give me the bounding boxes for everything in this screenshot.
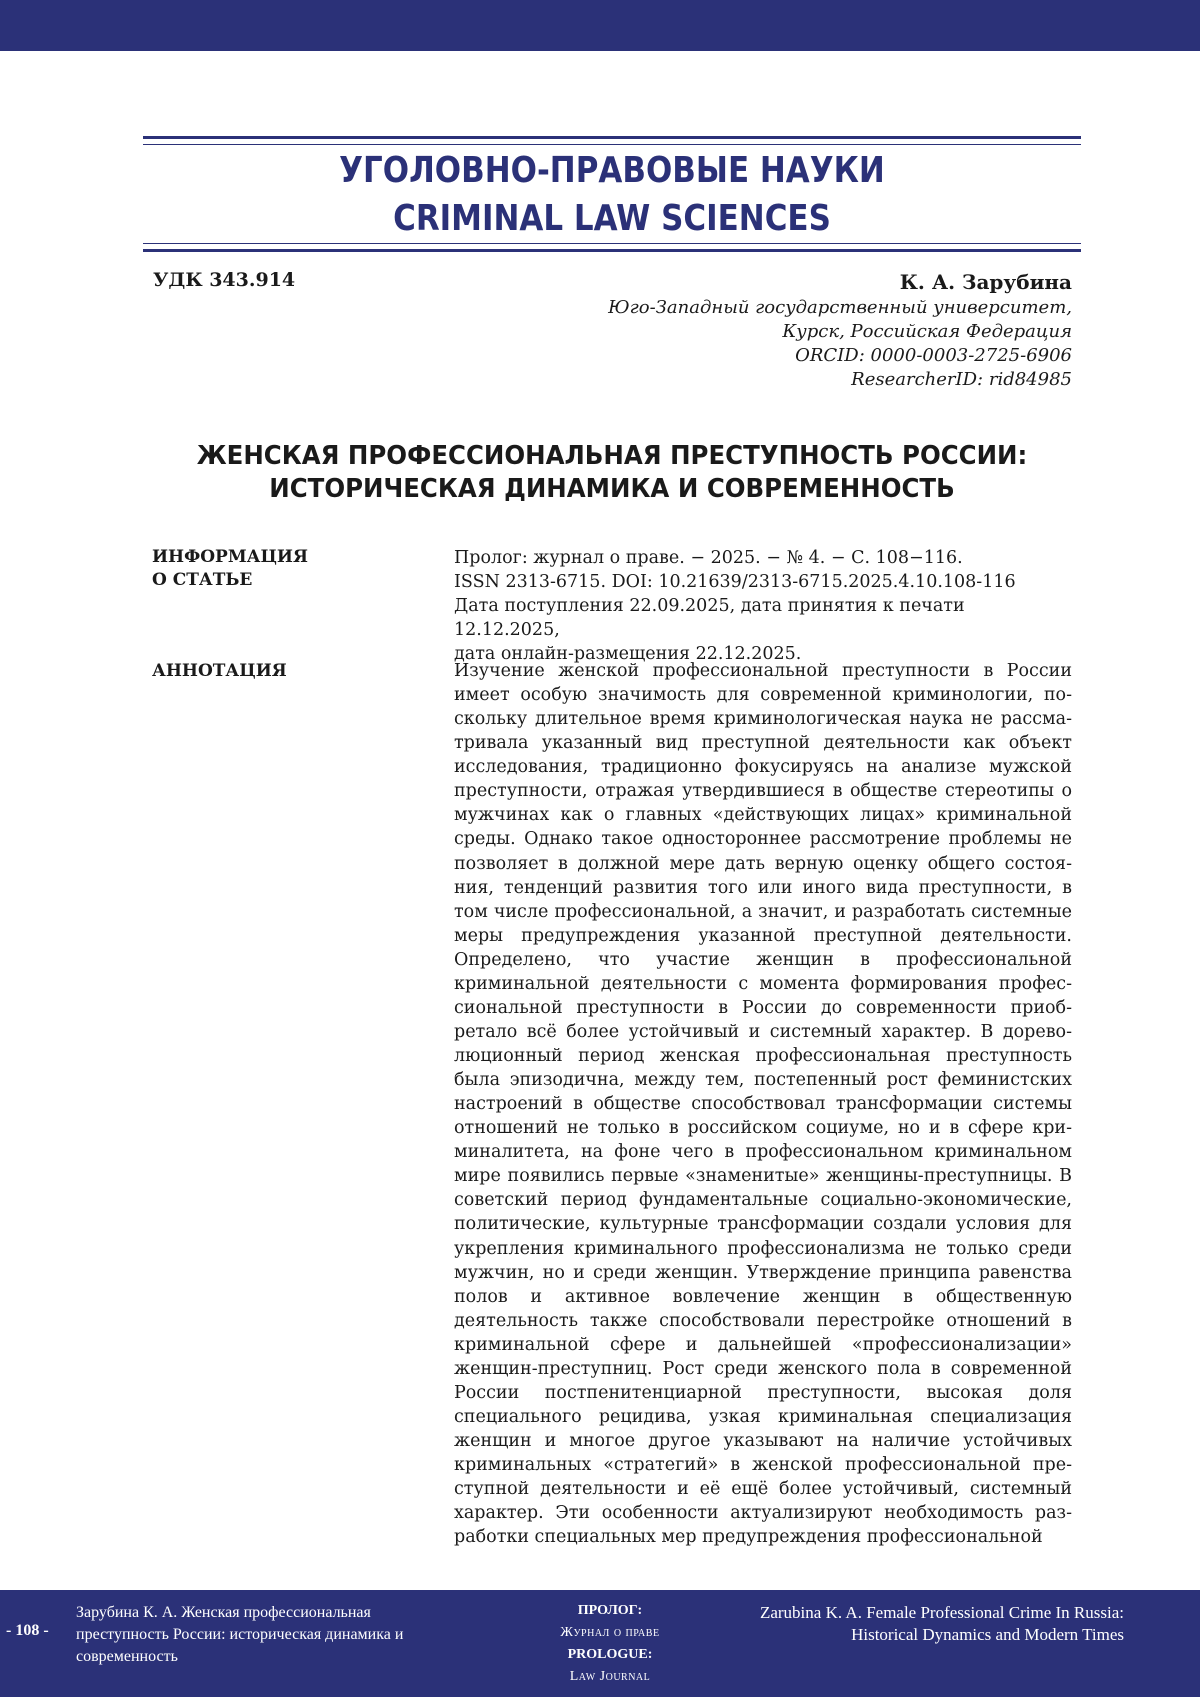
author-name: К. А. Зарубина [899,270,1072,294]
article-info-online-date: дата онлайн-размещения 22.12.2025. [454,644,802,664]
page-number: - 108 - [6,1622,49,1639]
author-researcher-id: ResearcherID: rid84985 [851,369,1072,390]
section-header [143,136,1081,252]
abstract-text: Изучение женской профессиональной преступности в России имеет особую значимость для современной криминологии, поскольку длительное время криминологическая наука не рассматривала указанный вид преступной деятельности как объект исследования, традиционно фокусируясь на анализе мужской преступности, отражая утвердившиеся в обществе стереотипы о мужчинах как о главных «действующих лицах» криминальной среды. Однако такое одностороннее рассмотрение проблемы не позволяет в должной мере дать верную оценку общего состояния, тенденций развития того или иного вида преступности, в том числе профессиональной, а значит, и разработать системные меры предупреждения указанной преступной деятельности. Определено, что участие женщин в профессиональной криминальной деятельности с момента формирования профессиональной преступности в России до современности приобретало всё более устойчивый и системный характер. В дореволюционный период женская профессиональная преступность была эпизодична, между тем, постепенный рост феминистских настроений в обществе способствовал трансформации системы отношений не только в российском социуме, но и в сфере криминалитета, на фоне чего в профессиональном криминальном мире появились первые «знаменитые» женщины-преступницы. В советский период фундаментальные социально-экономические, политические, культурные трансформации создали условия для укрепления криминального профессионализма не только среди мужчин, но и среди женщин. Утверждение принципа равенства полов и активное вовлечение женщин в общественную деятельность также способствовали перестройке отношений в криминальной сфере и дальнейшей «профессионализации» женщин-преступниц. Рост среди женского пола в современной России постпенитенциарной преступности, высокая доля специального рецидива, узкая криминальная специализация женщин и многое другое указывают на наличие устойчивых криминальных «стратегий» в женской профессиональной преступной деятельности и её ещё более устойчивый, системный характер. Эти особенности актуализируют необходимость разработки специальных мер предупреждения профессиональной [454,661,1072,1548]
article-title [171,440,1053,506]
footer-journal-name [520,1600,700,1688]
page-footer [0,1590,1200,1697]
article-info-label [152,546,308,592]
header-rule-bottom [143,243,1081,252]
affiliation-university: Юго-Западный государственный университет, [608,297,1072,318]
journal-ru-subtitle: Журнал о праве [560,1625,660,1640]
article-info-dates: Дата поступления 22.09.2025, дата принятия к печати 12.12.2025, [454,596,965,640]
article-info-doi: ISSN 2313-6715. DOI: 10.21639/2313-6715.2025.4.10.108-116 [454,572,1016,592]
article-info-label-line2: О СТАТЬЕ [152,570,253,590]
journal-ru-title: ПРОЛОГ: [577,1603,643,1618]
footer-citation-ru: Зарубина К. А. Женская профессиональная преступность России: историческая динамика и современность [76,1604,404,1665]
article-info-body [454,546,1072,666]
article-info-label-line1: ИНФОРМАЦИЯ [152,547,308,567]
top-band [0,0,1200,51]
author-block [608,268,1072,392]
journal-en-subtitle: Law Journal [569,1669,651,1684]
author-orcid: ORCID: 0000-0003-2725-6906 [795,345,1072,366]
footer-citation-en: Zarubina K. A. Female Professional Crime In Russia: Historical Dynamics and Modern Times [759,1603,1124,1644]
section-title-ru: УГОЛОВНО-ПРАВОВЫЕ НАУКИ [339,150,885,191]
affiliation-city: Курск, Российская Федерация [782,321,1072,342]
article-info-citation: Пролог: журнал о праве. − 2025. − № 4. − С. 108−116. [454,548,963,568]
article-title-line2: ИСТОРИЧЕСКАЯ ДИНАМИКА И СОВРЕМЕННОСТЬ [269,474,955,504]
section-title-en: CRIMINAL LAW SCIENCES [393,198,831,239]
header-rule-top [143,136,1081,145]
section-title [209,147,1016,243]
journal-en-title: PROLOGUE: [567,1647,653,1662]
udk-code: УДК 343.914 [153,269,296,291]
article-title-line1: ЖЕНСКАЯ ПРОФЕССИОНАЛЬНАЯ ПРЕСТУПНОСТЬ РОССИИ: [196,441,1028,471]
abstract-label: АННОТАЦИЯ [152,661,287,681]
